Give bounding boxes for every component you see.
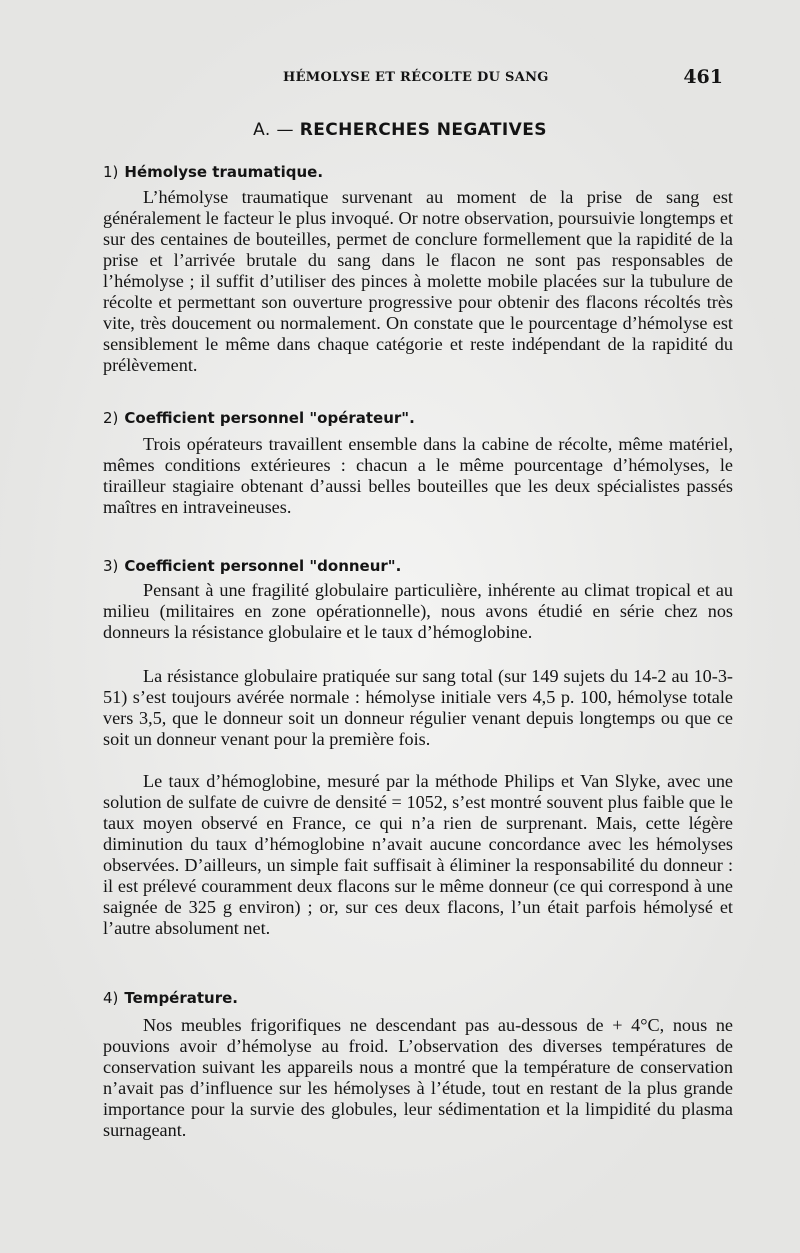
paragraph-globular-resistance: La résistance globulaire pratiquée sur sang total (sur 149 sujets du 14-2 au 10-3-51) s’est toujours avérée normale : hémolyse initiale vers 4,5 p. 100, hémolyse totale vers 3,5, que le donneur soit un donneur régulier venant depuis longtemps ou que ce soit un donneur venant pour la première fois.: [103, 666, 733, 749]
section-title: RECHERCHES NEGATIVES: [299, 120, 547, 140]
subsection-number: 4): [103, 989, 119, 1007]
paragraph-hemoglobin: Le taux d’hémoglobine, mesuré par la méthode Philips et Van Slyke, avec une solution de sulfate de cuivre de densité = 1052, s’est montré souvent plus faible que le taux moyen observé en France, ce qui n’a rien de surprenant. Mais, cette légère diminution du taux d’hémoglobine n’avait aucune concordance avec les hémolyses observées. D’ailleurs, un simple fait suffisait à éliminer la responsabilité du donneur : il est prélevé couramment deux flacons sur le même donneur (ce qui correspond à une saignée de 325 g environ) ; or, sur ces deux flacons, l’un était parfois hémolysé et l’autre absolument net.: [103, 771, 733, 938]
running-head: [283, 68, 733, 92]
subsection-heading-4: [103, 989, 238, 1007]
section-label: A. —: [253, 120, 294, 140]
paragraph-traumatic-hemolysis: L’hémolyse traumatique survenant au moment de la prise de sang est généralement le facteur le plus invoqué. Or notre observation, poursuivie longtemps et sur des centaines de bouteilles, permet de conclure formellement que la rapidité de la prise et l’arrivée brutale du sang dans le flacon ne sont pas responsables de l’hémolyse ; il suffit d’utiliser des pinces à molette mobile placées sur la tubulure de récolte et permettant son ouverture progressive pour obtenir des flacons récoltés très vite, très doucement ou normalement. On constate que le pourcentage d’hémolyse est sensiblement le même dans chaque catégorie et reste indépendant de la rapidité du prélèvement.: [103, 187, 733, 375]
subsection-number: 3): [103, 557, 119, 575]
subsection-number: 1): [103, 163, 119, 181]
subsection-title: Coefficient personnel "donneur".: [124, 557, 402, 575]
subsection-number: 2): [103, 409, 119, 427]
subsection-heading-3: [103, 557, 401, 575]
paragraph-operator: Trois opérateurs travaillent ensemble dans la cabine de récolte, même matériel, mêmes conditions extérieures : chacun a le même pourcentage d’hémolyses, le tirailleur stagiaire obtenant d’aussi belles bouteilles que les deux spécialistes passés maîtres en intraveineuses.: [103, 434, 733, 517]
subsection-heading-1: [103, 163, 323, 181]
subsection-title: Température.: [124, 989, 238, 1007]
subsection-title: Hémolyse traumatique.: [124, 163, 324, 181]
paragraph-temperature: Nos meubles frigorifiques ne descendant pas au-dessous de + 4°C, nous ne pouvions avoir d’hémolyse au froid. L’observation des diverses températures de conservation suivant les appareils nous a montré que la température de conservation n’avait pas d’influence sur les hémolyses à l’étude, tout en restant de la plus grande importance pour la survie des globules, leur sédimentation et la limpidité du plasma surnageant.: [103, 1015, 733, 1140]
running-title: HÉMOLYSE ET RÉCOLTE DU SANG: [283, 70, 549, 85]
paragraph-donor-fragility: Pensant à une fragilité globulaire particulière, inhérente au climat tropical et au milieu (militaires en zone opérationnelle), nous avons étudié en série chez nos donneurs la résistance globulaire et le taux d’hémoglobine.: [103, 580, 733, 642]
section-heading: [0, 120, 800, 140]
subsection-title: Coefficient personnel "opérateur".: [124, 409, 415, 427]
subsection-heading-2: [103, 409, 415, 427]
page-number: 461: [683, 66, 723, 88]
